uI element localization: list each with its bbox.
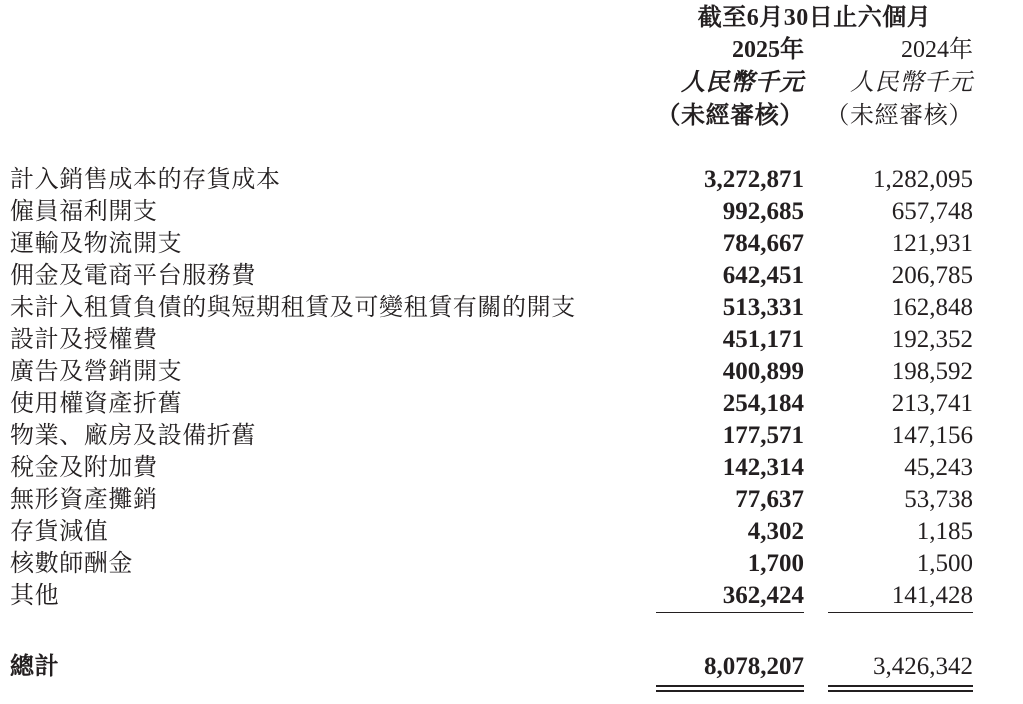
value-2024: 1,500 [916, 550, 973, 577]
value-2025: 642,451 [722, 262, 804, 289]
table-row [0, 580, 1023, 612]
row-label: 設計及授權費 [10, 327, 158, 353]
column-audit-2025: （未經審核） [656, 103, 804, 129]
table-row [0, 228, 1023, 260]
row-label: 其他 [10, 583, 60, 609]
row-label: 無形資產攤銷 [10, 487, 158, 513]
row-label: 核數師酬金 [10, 551, 133, 577]
value-2024: 198,592 [891, 358, 973, 385]
column-year-2024: 2024年 [901, 37, 973, 63]
value-2025: 362,424 [722, 582, 804, 609]
total-label: 總計 [10, 654, 60, 680]
value-2025: 4,302 [747, 518, 804, 545]
value-2024: 192,352 [891, 326, 973, 353]
expense-table-body [0, 164, 1023, 612]
total-double-rule-2024 [828, 685, 973, 692]
subtotal-rule-2025 [656, 612, 804, 613]
table-row [0, 452, 1023, 484]
row-label: 佣金及電商平台服務費 [10, 263, 256, 289]
value-2025: 77,637 [735, 486, 804, 513]
value-2024: 53,738 [904, 486, 973, 513]
value-2024: 1,282,095 [873, 166, 973, 193]
value-2024: 213,741 [891, 390, 973, 417]
table-row [0, 548, 1023, 580]
value-2025: 3,272,871 [704, 166, 804, 193]
value-2024: 121,931 [891, 230, 973, 257]
value-2024: 162,848 [891, 294, 973, 321]
column-year-2025: 2025年 [732, 37, 804, 63]
column-currency-2025: 人民幣千元 [681, 70, 804, 96]
row-label: 物業、廠房及設備折舊 [10, 423, 256, 449]
table-row [0, 164, 1023, 196]
value-2024: 141,428 [891, 582, 973, 609]
table-row [0, 420, 1023, 452]
row-label: 存貨減值 [10, 519, 109, 545]
table-row [0, 260, 1023, 292]
row-label: 稅金及附加費 [10, 455, 158, 481]
value-2024: 206,785 [891, 262, 973, 289]
value-2025: 177,571 [722, 422, 804, 449]
value-2025: 451,171 [722, 326, 804, 353]
table-row [0, 356, 1023, 388]
row-label: 計入銷售成本的存貨成本 [10, 167, 281, 193]
value-2025: 400,899 [722, 358, 804, 385]
column-audit-2024: （未經審核） [825, 103, 973, 129]
table-row [0, 292, 1023, 324]
value-2024: 657,748 [891, 198, 973, 225]
table-row [0, 196, 1023, 228]
value-2024: 45,243 [904, 454, 973, 481]
total-value-2024: 3,426,342 [873, 653, 973, 680]
row-label: 使用權資產折舊 [10, 391, 183, 417]
table-row [0, 324, 1023, 356]
value-2024: 1,185 [916, 518, 973, 545]
subtotal-rule-2024 [828, 612, 973, 613]
row-label: 運輸及物流開支 [10, 231, 183, 257]
value-2025: 142,314 [722, 454, 804, 481]
value-2025: 1,700 [747, 550, 804, 577]
table-row [0, 484, 1023, 516]
value-2024: 147,156 [891, 422, 973, 449]
value-2025: 254,184 [722, 390, 804, 417]
value-2025: 992,685 [722, 198, 804, 225]
value-2025: 513,331 [722, 294, 804, 321]
column-currency-2024: 人民幣千元 [850, 70, 973, 96]
value-2025: 784,667 [722, 230, 804, 257]
row-label: 僱員福利開支 [10, 199, 158, 225]
row-label: 廣告及營銷開支 [10, 359, 183, 385]
table-row [0, 516, 1023, 548]
total-value-2025: 8,078,207 [704, 653, 804, 680]
table-row [0, 388, 1023, 420]
total-row [0, 651, 1023, 683]
period-header: 截至6月30日止六個月 [697, 5, 932, 31]
row-label: 未計入租賃負債的與短期租賃及可變租賃有關的開支 [10, 295, 576, 321]
total-double-rule-2025 [656, 685, 804, 692]
